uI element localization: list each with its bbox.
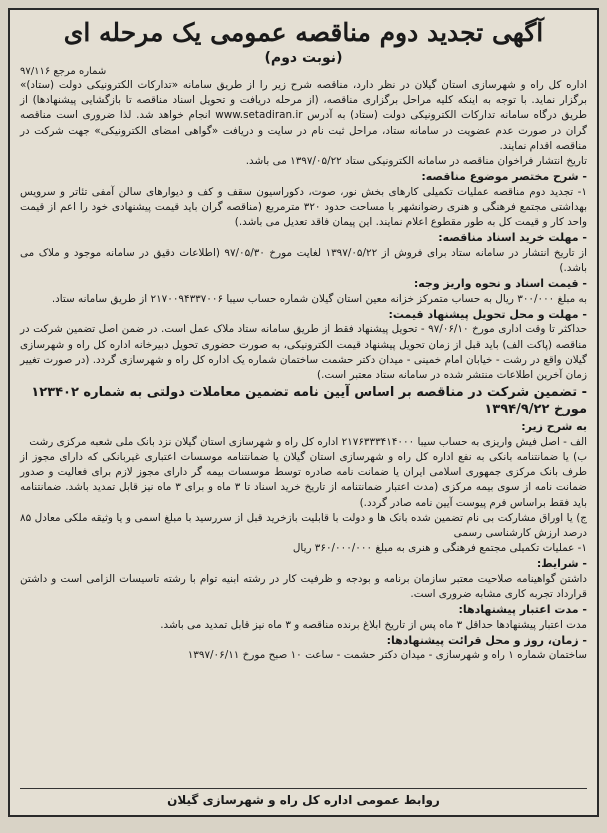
- validity-heading: - مدت اعتبار پیشنهادها:: [458, 603, 587, 617]
- tender-notice: [8, 8, 599, 817]
- purchase-text: از تاریخ انتشار در سامانه ستاد برای فروش از ۱۳۹۷/۰۵/۲۲ لغایت مورخ ۹۷/۰۵/۳۰ (اطلاعات دقیق در سامانه موجود و ملاک می باشد.): [20, 246, 587, 275]
- price-text: به مبلغ ۳۰۰/۰۰۰ ریال به حساب متمرکز خزانه معین استان گیلان شماره حساب سیبا ۲۱۷۰۰۹۴۳۳۷۰۰۶ از طریق سامانه ستاد.: [51, 292, 587, 305]
- guarantee-sub: به شرح زیر:: [521, 420, 587, 434]
- publish-date: تاریخ انتشار فراخوان مناقصه در سامانه الکترونیکی ستاد ۱۳۹۷/۰۵/۲۲ می باشد.: [245, 155, 587, 168]
- guarantee-c: ج) یا اوراق مشارکت بی نام تضمین شده بانک ها و دولت با قابلیت بازخرید قبل از سررسید با مبلغ اسمی و یا وثیقه ملکی معادل ۸۵ درصد ارزش کارشناسی رسمی: [20, 511, 587, 539]
- footer-publisher: روابط عمومی اداره کل راه و شهرسازی گیلان: [20, 788, 587, 809]
- guarantee-heading: - تضمین شرکت در مناقصه بر اساس آیین نامه تضمین معاملات دولتی به شماره ۱۲۳۴۰۲ مورخ ۱۳۹۴/۹/۲۲: [31, 385, 587, 418]
- guarantee-b: ب) یا ضمانتنامه بانکی به نفع اداره کل راه و شهرسازی استان گیلان یا ضمانتنامه موسسات اعتباری غیربانکی که دارای مجوز از طرف بانک مرکزی جمهوری اسلامی ایران یا ضمانت نامه صادره توسط موسسات بیمه گر دارای مجوز لازم برای فعالیت و صدور ضمانت نامه از سوی بیمه مرکزی (مدت اعتبار ضمانتنامه از تاریخ خرید اسناد تا ۳ ماه و برای ۳ ماه نیز قابل تمدید باشد. ضمانتنامه باید فقط براساس فرم پیوست آیین نامه صادر گردد.): [20, 450, 587, 509]
- reference-number: شماره مرجع ۹۷/۱۱۶: [20, 66, 107, 77]
- delivery-text: حداکثر تا وقت اداری مورخ ۹۷/۰۶/۱۰ - تحویل پیشنهاد فقط از طریق سامانه ستاد ملاک عمل است. در ضمن اصل تضمین شرکت در مناقصه (پاکت الف) باید قبل از زمان تحویل پیشنهاد قیمت الکترونیکی، به صورت حضوری تحویل دبیرخانه اداره کل راه و شهرسازی گیلان واقع در رشت - خیابان امام خمینی - میدان دکتر حشمت ساختمان شماره یک اداره کل راه و شهرسازی گردد. (در صورت تغییر زمان آخرین اطلاعات منتشر شده در سامانه ستاد معتبر است.): [20, 323, 587, 382]
- opening-text: ساختمان شماره ۱ راه و شهرسازی - میدان دکتر حشمت - ساعت ۱۰ صبح مورخ ۱۳۹۷/۰۶/۱۱: [187, 649, 587, 662]
- notice-title: آگهی تجدید دوم مناقصه عمومی یک مرحله ای: [63, 18, 544, 47]
- validity-text: مدت اعتبار پیشنهادها حداقل ۳ ماه پس از تاریخ ابلاغ برنده مناقصه و ۳ ماه نیز قابل تمدید می باشد.: [160, 618, 587, 631]
- intro-paragraph: اداره کل راه و شهرسازی استان گیلان در نظر دارد، مناقصه شرح زیر را از طریق سامانه «تدارکات الکترونیکی دولت (ستاد)» برگزار نماید. با توجه به اینکه کلیه مراحل برگزاری مناقصه، (از مرحله دریافت و تحویل اسناد مناقصه تا بازگشایی پیشنهادها) از طریق درگاه سامانه تدارکات الکترونیکی دولت (ستاد) به آدرس www.setadiran.ir انجام خواهد شد. لذا ضروری است مناقصه گران در صورت عدم عضویت در سامانه ستاد، مراحل ثبت نام در سایت و دریافت «گواهی امضای الکترونیکی» جهت شرکت در مناقصه اقدام نمایند.: [20, 79, 587, 152]
- guarantee-a: الف - اصل فیش واریزی به حساب سیبا ۲۱۷۶۳۳۳۴۱۴۰۰۰ اداره کل راه و شهرسازی استان گیلان نزد بانک ملی شعبه مرکزی رشت: [29, 435, 587, 448]
- delivery-heading: - مهلت و محل تحویل پیشنهاد قیمت:: [388, 307, 587, 321]
- conditions-heading: - شرایط:: [536, 557, 587, 571]
- summary-heading: - شرح مختصر موضوع مناقصه:: [421, 170, 587, 184]
- price-heading: - قیمت اسناد و نحوه واریز وجه:: [413, 277, 587, 291]
- notice-subtitle: (نوبت دوم): [264, 50, 343, 66]
- opening-heading: - زمان، روز و محل قرائت پیشنهادها:: [386, 633, 587, 647]
- purchase-heading: - مهلت خرید اسناد مناقصه:: [438, 231, 587, 245]
- conditions-text: داشتن گواهینامه صلاحیت معتبر سازمان برنامه و بودجه و ظرفیت کار در رشته ابنیه توام با رشته تاسیسات الزامی است و داشتن قرارداد تجربه کاری مشابه ضروری است.: [20, 572, 587, 601]
- summary-text: ۱- تجدید دوم مناقصه عملیات تکمیلی کارهای بخش نور، صوت، دکوراسیون سقف و کف و دیوارهای سالن آمفی تئاتر و سرویس بهداشتی مجتمع فرهنگی و هنری رضوانشهر با مساحت حدود ۳۲۰ مترمربع (مناقصه گران باید قیمت پیشنهادی خود را اعم از قیمت واحد کار و قیمت کل به طور مقطوع اعلام نمایند. این پیمان فاقد تعدیل می باشد.): [20, 185, 587, 229]
- guarantee-d: ۱- عملیات تکمیلی مجتمع فرهنگی و هنری به مبلغ ۳۶۰/۰۰۰/۰۰۰ ریال: [292, 542, 587, 555]
